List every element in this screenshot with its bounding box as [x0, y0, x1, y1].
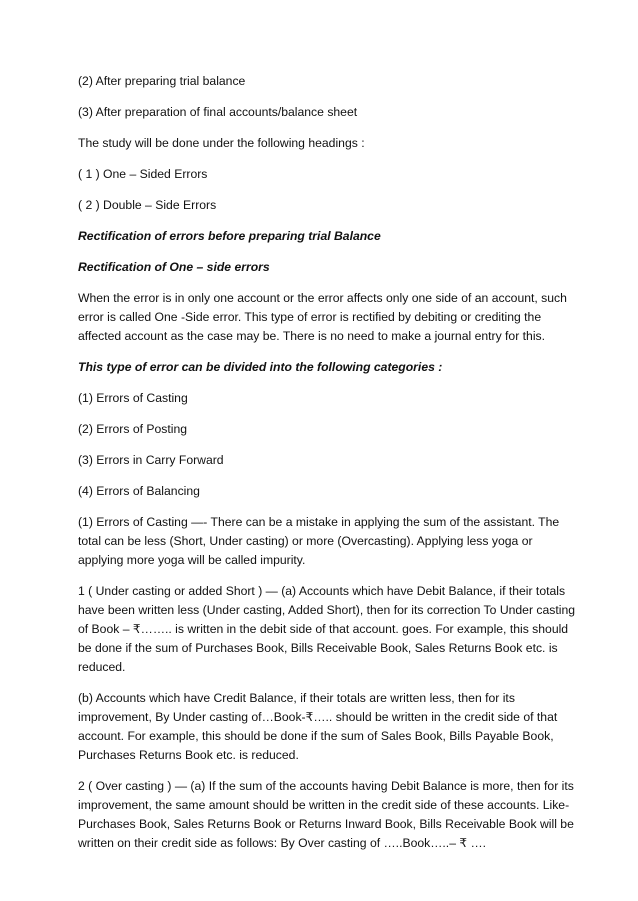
heading-rectification-one-side: Rectification of One – side errors — [78, 260, 270, 274]
category-errors-of-balancing: (4) Errors of Balancing — [78, 484, 200, 498]
text-line: (1) Errors of Casting —- There can be a mistake in applying the sum of the assistant. The — [78, 515, 560, 529]
item-double-side-errors: ( 2 ) Double – Side Errors — [78, 198, 217, 212]
text-line: improvement, By Under casting of…Book-₹….. should be written in the credit side of that — [78, 710, 558, 724]
text-line: Purchases Returns Book etc. is reduced. — [78, 748, 299, 762]
study-headings-intro: The study will be done under the following headings : — [78, 136, 365, 150]
text-line: 2 ( Over casting ) — (a) If the sum of the accounts having Debit Balance is more, then for its — [78, 779, 574, 793]
paragraph-under-casting — [78, 582, 576, 677]
item-after-trial-balance: (2) After preparing trial balance — [78, 74, 246, 88]
heading-categories: This type of error can be divided into the following categories : — [78, 360, 443, 374]
text-line: written on their credit side as follows: By Over casting of …..Book…..– ₹ …. — [78, 836, 487, 850]
text-line: of Book – ₹…….. is written in the debit side of that account. goes. For example, this should — [78, 622, 569, 636]
text-line: be done if the sum of Purchases Book, Bills Receivable Book, Sales Returns Book etc. is — [78, 641, 558, 655]
paragraph-errors-of-casting — [78, 513, 568, 570]
document-page — [78, 72, 576, 853]
item-after-final-accounts: (3) After preparation of final accounts/balance sheet — [78, 105, 358, 119]
text-line: (b) Accounts which have Credit Balance, if their totals are written less, then for its — [78, 691, 515, 705]
category-errors-in-carry-forward: (3) Errors in Carry Forward — [78, 453, 224, 467]
text-line: reduced. — [78, 660, 126, 674]
text-line: error is called One -Side error. This type of error is rectified by debiting or crediting the — [78, 310, 542, 324]
heading-rectification-before-trial-balance: Rectification of errors before preparing trial Balance — [78, 229, 381, 243]
text-line: affected account as the case may be. There is no need to make a journal entry for this. — [78, 329, 546, 343]
text-line: account. For example, this should be done if the sum of Sales Book, Bills Payable Book, — [78, 729, 554, 743]
text-line: have been written less (Under casting, Added Short), then for its correction To Under casting — [78, 603, 576, 617]
text-line: total can be less (Short, Under casting) or more (Overcasting). Applying less yoga or — [78, 534, 533, 548]
item-one-sided-errors: ( 1 ) One – Sided Errors — [78, 167, 208, 181]
paragraph-credit-balance — [78, 689, 568, 765]
text-line: applying more yoga will be called impurity. — [78, 553, 306, 567]
category-errors-of-casting: (1) Errors of Casting — [78, 391, 188, 405]
paragraph-one-side-definition — [78, 289, 568, 346]
text-line: When the error is in only one account or the error affects only one side of an account, such — [78, 291, 567, 305]
text-line: improvement, the same amount should be written in the credit side of these accounts. Like- — [78, 798, 570, 812]
paragraph-over-casting — [78, 777, 574, 853]
category-errors-of-posting: (2) Errors of Posting — [78, 422, 188, 436]
text-line: 1 ( Under casting or added Short ) — (a) Accounts which have Debit Balance, if their totals — [78, 584, 566, 598]
text-line: Purchases Book, Sales Returns Book or Returns Inward Book, Bills Receivable Book will be — [78, 817, 574, 831]
